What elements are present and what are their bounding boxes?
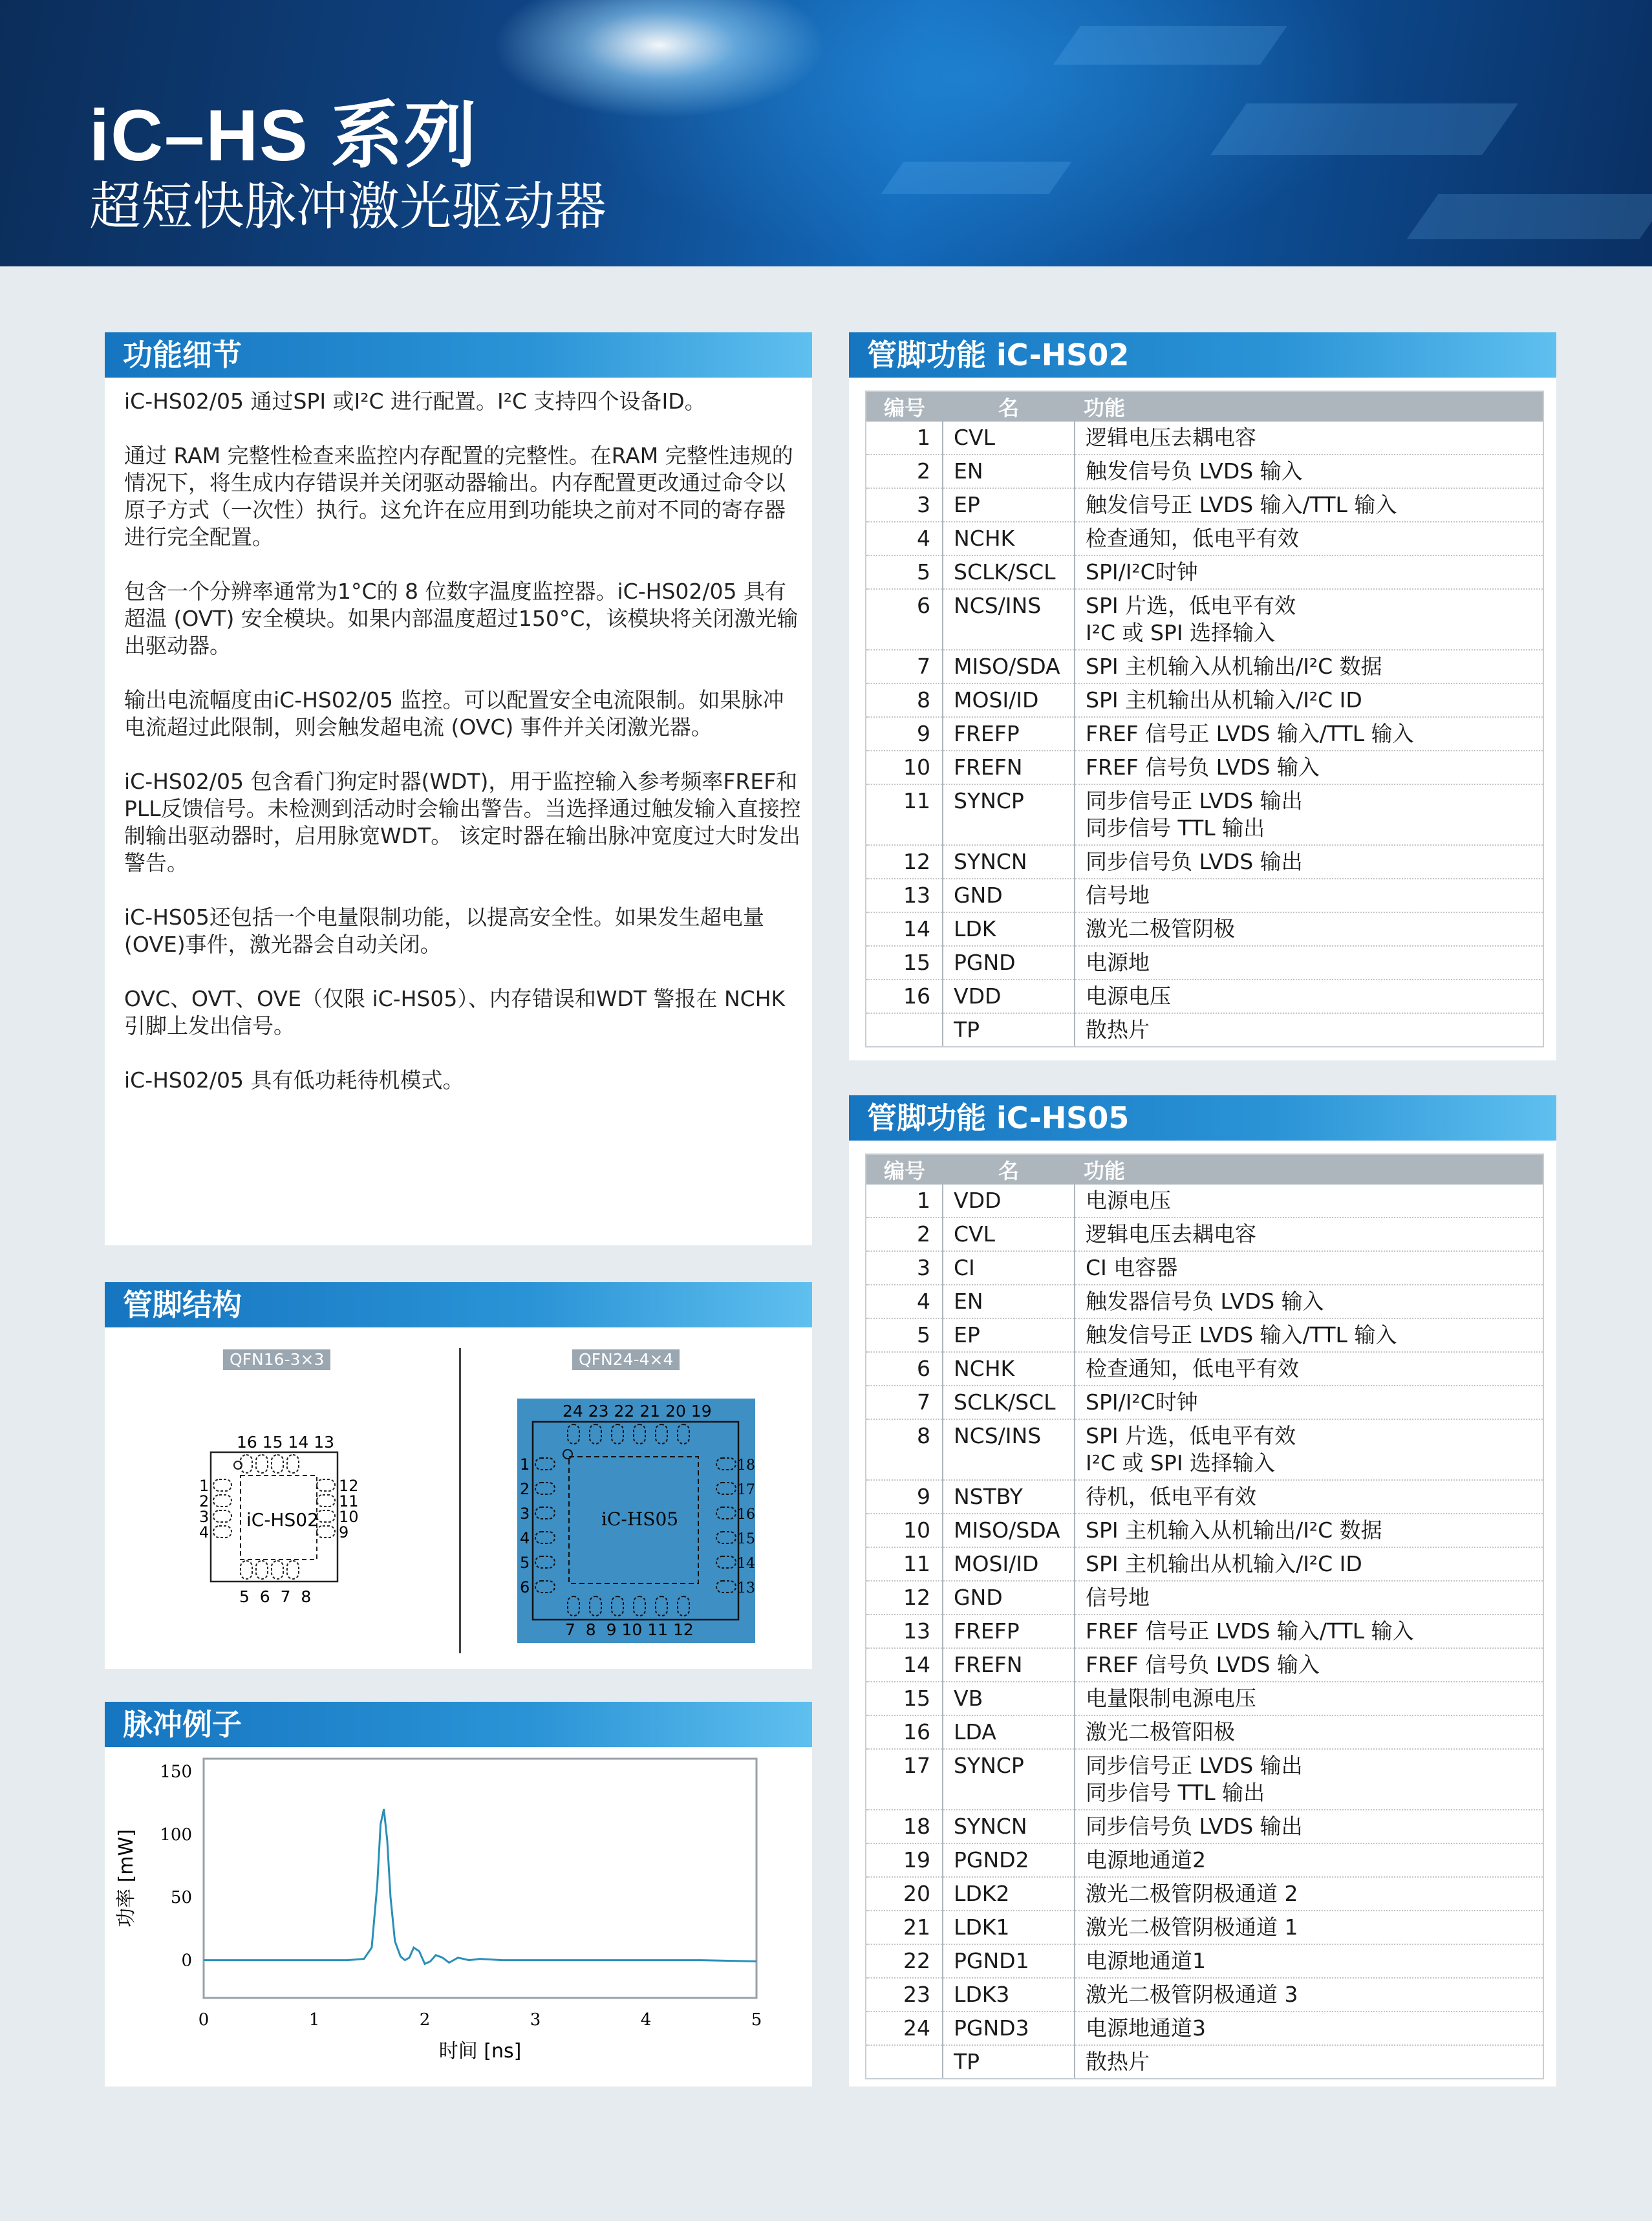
- pin-number: 13: [866, 1615, 943, 1648]
- pin-function: SPI 主机输入从机输出/I²C 数据: [1075, 1514, 1543, 1547]
- pin-function: 激光二极管阴极通道 3: [1075, 1978, 1543, 2012]
- pin-row: [866, 784, 1543, 845]
- pin-number: 21: [866, 1911, 943, 1944]
- pin-function: 激光二极管阴极: [1075, 912, 1543, 946]
- pin-row: [866, 1978, 1543, 2012]
- pin-function: 激光二极管阳极: [1075, 1715, 1543, 1749]
- hs02-heading: 管脚功能 iC-HS02: [849, 332, 1556, 378]
- pin-row: [866, 1352, 1543, 1386]
- pin-name: LDK3: [943, 1978, 1075, 2012]
- pin-row: [866, 422, 1543, 455]
- pin-number: [866, 2045, 943, 2078]
- pin-name: SYNCN: [943, 845, 1075, 879]
- pin-name: NCHK: [943, 522, 1075, 555]
- pin-row: [866, 555, 1543, 589]
- column-header-name: 名: [943, 392, 1075, 422]
- pin-function: SPI 片选，低电平有效 I²C 或 SPI 选择输入: [1075, 1419, 1543, 1480]
- pin-name: NCHK: [943, 1352, 1075, 1386]
- pin-name: SYNCP: [943, 784, 1075, 845]
- pin-number: 24: [866, 2012, 943, 2045]
- qfn16-chip-label: iC-HS02: [246, 1509, 319, 1530]
- pin-function: 同步信号负 LVDS 输出: [1075, 1810, 1543, 1843]
- pin-row: [866, 946, 1543, 980]
- qfn24-pin-4: 4: [520, 1529, 530, 1547]
- pin-function: FREF 信号负 LVDS 输入: [1075, 1648, 1543, 1682]
- pin-row: [866, 1843, 1543, 1877]
- qfn24-pin-5: 5: [520, 1554, 530, 1572]
- hs05-pin-table: [865, 1153, 1544, 2079]
- pin-function: 触发信号正 LVDS 输入/TTL 输入: [1075, 1318, 1543, 1352]
- pin-row: [866, 1810, 1543, 1843]
- hs05-heading: 管脚功能 iC-HS05: [849, 1095, 1556, 1141]
- pin-number: 9: [866, 1480, 943, 1514]
- feature-paragraph: iC-HS02/05 具有低功耗待机模式。: [124, 1068, 464, 1093]
- pin-row: [866, 1218, 1543, 1251]
- pin-name: TP: [943, 1013, 1075, 1046]
- pin-function: FREF 信号正 LVDS 输入/TTL 输入: [1075, 1615, 1543, 1648]
- plot-frame: [204, 1759, 756, 1998]
- qfn16-top-pin-numbers: 16 15 14 13: [237, 1433, 335, 1452]
- pin-number: 6: [866, 1352, 943, 1386]
- pin-name: GND: [943, 1581, 1075, 1615]
- feature-paragraph: iC-HS02/05 通过SPI 或I²C 进行配置。I²C 支持四个设备ID。: [124, 389, 706, 414]
- pin-name: LDK1: [943, 1911, 1075, 1944]
- pin-function: 同步信号负 LVDS 输出: [1075, 845, 1543, 879]
- header-banner: [0, 0, 1652, 266]
- pin-name: LDK: [943, 912, 1075, 946]
- qfn16-pin-2: 2: [199, 1492, 209, 1510]
- pin-name: NSTBY: [943, 1480, 1075, 1514]
- pin-function: 激光二极管阴极通道 2: [1075, 1877, 1543, 1911]
- hs02-pin-table: [865, 391, 1544, 1047]
- pin-row: [866, 1648, 1543, 1682]
- x-tick-label: 2: [419, 2010, 431, 2030]
- package-label-qfn16: QFN16-3×3: [223, 1349, 330, 1370]
- pin-number: 10: [866, 751, 943, 784]
- x-tick-label: 5: [751, 2010, 762, 2030]
- page-subtitle: 超短快脉冲激光驱动器: [89, 177, 606, 237]
- pin-function: 信号地: [1075, 1581, 1543, 1615]
- pin-function: FREF 信号正 LVDS 输入/TTL 输入: [1075, 717, 1543, 751]
- y-tick-label: 50: [170, 1888, 192, 1908]
- banner-decor-shape: [1210, 103, 1518, 155]
- pin-number: 8: [866, 683, 943, 717]
- qfn16-pin-diagram: [188, 1422, 401, 1616]
- pin-row: [866, 980, 1543, 1013]
- x-tick-label: 0: [198, 2010, 209, 2030]
- y-axis-label: 功率 [mW]: [115, 1829, 138, 1927]
- pin-number: 1: [866, 1185, 943, 1218]
- pin-name: PGND: [943, 946, 1075, 980]
- x-axis-label: 时间 [ns]: [438, 2040, 522, 2063]
- package-label-qfn24: QFN24-4×4: [572, 1349, 680, 1370]
- pin-number: 18: [866, 1810, 943, 1843]
- y-tick-label: 150: [160, 1762, 192, 1782]
- pin-name: SYNCN: [943, 1810, 1075, 1843]
- pin-row: [866, 2045, 1543, 2078]
- banner-decor-shape: [1406, 194, 1652, 239]
- pin-name: MOSI/ID: [943, 1547, 1075, 1581]
- pin-function: 信号地: [1075, 879, 1543, 912]
- pin-name: MISO/SDA: [943, 1514, 1075, 1547]
- pin-number: 14: [866, 912, 943, 946]
- pin-function: 检查通知，低电平有效: [1075, 1352, 1543, 1386]
- qfn16-pin-11: 11: [339, 1492, 359, 1510]
- x-tick-label: 3: [530, 2010, 541, 2030]
- pinout-heading: 管脚结构: [105, 1282, 812, 1327]
- pin-row: [866, 1749, 1543, 1810]
- qfn16-pin-4: 4: [199, 1523, 209, 1541]
- pin-row: [866, 1386, 1543, 1419]
- pin-number: 8: [866, 1419, 943, 1480]
- pin-number: 11: [866, 1547, 943, 1581]
- pin-number: 19: [866, 1843, 943, 1877]
- features-heading: 功能细节: [105, 332, 812, 378]
- pin-row: [866, 2012, 1543, 2045]
- pin-function: SPI 片选，低电平有效 I²C 或 SPI 选择输入: [1075, 589, 1543, 650]
- pin-name: PGND3: [943, 2012, 1075, 2045]
- pin-function: 触发信号负 LVDS 输入: [1075, 455, 1543, 488]
- pin-row: [866, 845, 1543, 879]
- column-header-number: 编号: [866, 1155, 943, 1185]
- pin-number: 3: [866, 1251, 943, 1285]
- feature-paragraph: iC-HS05还包括一个电量限制功能，以提高安全性。如果发生超电量 (OVE)事件，激光器会自动关闭。: [124, 905, 764, 957]
- pin-row: [866, 1318, 1543, 1352]
- qfn24-pin-15: 15: [737, 1531, 755, 1547]
- pin-row: [866, 650, 1543, 683]
- pin-name: LDK2: [943, 1877, 1075, 1911]
- pin-number: [866, 1013, 943, 1046]
- pin-number: 5: [866, 555, 943, 589]
- column-header-number: 编号: [866, 392, 943, 422]
- qfn16-pin-10: 10: [339, 1508, 359, 1526]
- pin-row: [866, 1682, 1543, 1715]
- pin-number: 14: [866, 1648, 943, 1682]
- banner-decor-shape: [881, 162, 1071, 194]
- pin-function: 触发器信号负 LVDS 输入: [1075, 1285, 1543, 1318]
- pin-number: 4: [866, 1285, 943, 1318]
- qfn24-pin-3: 3: [520, 1505, 530, 1523]
- pin-number: 23: [866, 1978, 943, 2012]
- pin-name: MISO/SDA: [943, 650, 1075, 683]
- pin-name: FREFN: [943, 751, 1075, 784]
- pin-function: 激光二极管阴极通道 1: [1075, 1911, 1543, 1944]
- pin-function: 逻辑电压去耦电容: [1075, 1218, 1543, 1251]
- pin-row: [866, 1285, 1543, 1318]
- feature-paragraph: OVC、OVT、OVE（仅限 iC-HS05）、内存错误和WDT 警报在 NCHK 引脚上发出信号。: [124, 986, 786, 1038]
- qfn24-top-pin-numbers: 24 23 22 21 20 19: [563, 1402, 712, 1421]
- qfn24-pin-diagram: [517, 1399, 755, 1643]
- page-title: iC–HS 系列: [89, 95, 478, 176]
- pin-function: 电源地通道2: [1075, 1843, 1543, 1877]
- pin-row: [866, 488, 1543, 522]
- y-tick-label: 100: [160, 1825, 192, 1845]
- pin-row: [866, 879, 1543, 912]
- pin-name: FREFN: [943, 1648, 1075, 1682]
- column-header-function: 功能: [1075, 392, 1543, 422]
- pin-name: MOSI/ID: [943, 683, 1075, 717]
- pin-name: VDD: [943, 1185, 1075, 1218]
- pin-row: [866, 1944, 1543, 1978]
- pin-row: [866, 1877, 1543, 1911]
- pin-row: [866, 683, 1543, 717]
- pin-name: SCLK/SCL: [943, 555, 1075, 589]
- qfn24-pin-14: 14: [737, 1556, 755, 1572]
- feature-paragraph: 包含一个分辨率通常为1°C的 8 位数字温度监控器。iC-HS02/05 具有超温 (OVT) 安全模块。如果内部温度超过150°C，该模块将关闭激光输出驱动器。: [124, 579, 799, 658]
- pin-function: SPI 主机输出从机输入/I²C ID: [1075, 1547, 1543, 1581]
- pin-number: 17: [866, 1749, 943, 1810]
- pin-function: SPI 主机输入从机输出/I²C 数据: [1075, 650, 1543, 683]
- qfn24-pin-16: 16: [737, 1507, 755, 1523]
- pin-function: 散热片: [1086, 1017, 1150, 1042]
- banner-decor-shape: [1053, 26, 1287, 65]
- qfn24-pin-2: 2: [520, 1480, 530, 1498]
- pin-name: FREFP: [943, 1615, 1075, 1648]
- pin-row: [866, 1547, 1543, 1581]
- pin-name: EN: [943, 455, 1075, 488]
- pin-number: 15: [866, 1682, 943, 1715]
- pin-function: FREF 信号负 LVDS 输入: [1075, 751, 1543, 784]
- qfn24-pin-6: 6: [520, 1578, 530, 1596]
- qfn16-pin-3: 3: [199, 1508, 209, 1526]
- pin-number: 2: [866, 1218, 943, 1251]
- pin-row: [866, 455, 1543, 488]
- pin-name: EN: [943, 1285, 1075, 1318]
- pin-row: [866, 912, 1543, 946]
- features-body: [124, 388, 803, 1121]
- pin-row: [866, 1185, 1543, 1218]
- pin-row: [866, 522, 1543, 555]
- pin-function: SPI 主机输出从机输入/I²C ID: [1075, 683, 1543, 717]
- pin-number: 15: [866, 946, 943, 980]
- feature-paragraph: 通过 RAM 完整性检查来监控内存配置的完整性。在RAM 完整性违规的情况下，将生成内存错误并关闭驱动器输出。内存配置更改通过命令以原子方式（一次性）执行。这允许在应用到功能块之前对不同的寄存器进行完全配置。: [124, 443, 793, 550]
- pin-name: FREFP: [943, 717, 1075, 751]
- qfn24-chip-label: iC-HS05: [601, 1508, 679, 1530]
- pin-function: 检查通知，低电平有效: [1075, 522, 1543, 555]
- pin-name: CVL: [943, 422, 1075, 455]
- pin-number: 4: [866, 522, 943, 555]
- pin-row: [866, 1715, 1543, 1749]
- x-tick-label: 4: [640, 2010, 652, 2030]
- pin-name: SYNCP: [943, 1749, 1075, 1810]
- qfn24-bottom-pin-numbers: 7 8 9 10 11 12: [565, 1620, 694, 1639]
- pulse-chart: [107, 1746, 792, 2082]
- pin-row: [866, 717, 1543, 751]
- pin-number: 16: [866, 980, 943, 1013]
- pin-name: NCS/INS: [943, 1419, 1075, 1480]
- pin-function: 电源地: [1075, 946, 1543, 980]
- qfn16-bottom-pin-numbers: 5 6 7 8: [239, 1587, 312, 1606]
- pin-function: 触发信号正 LVDS 输入/TTL 输入: [1075, 488, 1543, 522]
- pin-function: 电量限制电源电压: [1075, 1682, 1543, 1715]
- pin-name: SCLK/SCL: [943, 1386, 1075, 1419]
- qfn24-pin-1: 1: [520, 1455, 530, 1474]
- pin-function: SPI/I²C时钟: [1075, 1386, 1543, 1419]
- pin-row: [866, 1013, 1543, 1046]
- column-header-name: 名: [943, 1155, 1075, 1185]
- column-header-function: 功能: [1075, 1155, 1543, 1185]
- pin-number: 12: [866, 845, 943, 879]
- qfn16-pin-1: 1: [199, 1477, 209, 1495]
- pin-name: TP: [943, 2045, 1075, 2078]
- pin-number: 6: [866, 589, 943, 650]
- pin-function: 待机，低电平有效: [1075, 1480, 1543, 1514]
- pin-function: 电源电压: [1075, 1185, 1543, 1218]
- pin-row: [866, 1480, 1543, 1514]
- pin-name: CI: [943, 1251, 1075, 1285]
- pin-function: 电源地通道3: [1075, 2012, 1543, 2045]
- feature-paragraph: 输出电流幅度由iC-HS02/05 监控。可以配置安全电流限制。如果脉冲电流超过此限制，则会触发超电流 (OVC) 事件并关闭激光器。: [124, 687, 784, 740]
- pin-row: [866, 1419, 1543, 1480]
- pin-function: 逻辑电压去耦电容: [1075, 422, 1543, 455]
- pin-name: VB: [943, 1682, 1075, 1715]
- pin-name: PGND1: [943, 1944, 1075, 1978]
- pin-number: 3: [866, 488, 943, 522]
- pin-name: EP: [943, 1318, 1075, 1352]
- pin-function: 同步信号正 LVDS 输出 同步信号 TTL 输出: [1075, 1749, 1543, 1810]
- pin-number: 9: [866, 717, 943, 751]
- pin-number: 13: [866, 879, 943, 912]
- pin-row: [866, 1251, 1543, 1285]
- pin-row: [866, 589, 1543, 650]
- pin-name: CVL: [943, 1218, 1075, 1251]
- y-tick-label: 0: [181, 1951, 192, 1971]
- qfn16-pin-12: 12: [339, 1477, 359, 1495]
- pulse-heading: 脉冲例子: [105, 1702, 812, 1747]
- pin-number: 7: [866, 650, 943, 683]
- pin-number: 7: [866, 1386, 943, 1419]
- pin-name: EP: [943, 488, 1075, 522]
- pin-name: LDA: [943, 1715, 1075, 1749]
- pin-row: [866, 1911, 1543, 1944]
- pin-number: 12: [866, 1581, 943, 1615]
- pin-name: VDD: [943, 980, 1075, 1013]
- pin-function: 电源电压: [1075, 980, 1543, 1013]
- pin-function: 电源地通道1: [1075, 1944, 1543, 1978]
- pin-number: 16: [866, 1715, 943, 1749]
- pin-row: [866, 1514, 1543, 1547]
- pin-function: CI 电容器: [1075, 1251, 1543, 1285]
- pin-number: 22: [866, 1944, 943, 1978]
- pin-function: SPI/I²C时钟: [1075, 555, 1543, 589]
- pin-name: PGND2: [943, 1843, 1075, 1877]
- pin-number: 11: [866, 784, 943, 845]
- pin-number: 2: [866, 455, 943, 488]
- pin-number: 5: [866, 1318, 943, 1352]
- pin-function: 散热片: [1086, 2049, 1150, 2074]
- qfn24-pin-18: 18: [737, 1457, 755, 1474]
- pin-function: 同步信号正 LVDS 输出 同步信号 TTL 输出: [1075, 784, 1543, 845]
- pin-number: 1: [866, 422, 943, 455]
- x-tick-label: 1: [308, 2010, 320, 2030]
- pin-row: [866, 751, 1543, 784]
- qfn24-pin-17: 17: [737, 1482, 755, 1498]
- pin-row: [866, 1581, 1543, 1615]
- qfn24-pin-13: 13: [737, 1580, 755, 1596]
- pin-row: [866, 1615, 1543, 1648]
- pin-number: 20: [866, 1877, 943, 1911]
- feature-paragraph: iC-HS02/05 包含看门狗定时器(WDT)，用于监控输入参考频率FREF和PLL反馈信号。未检测到活动时会输出警告。当选择通过触发输入直接控制输出驱动器时，启用脉宽WDT。 该定时器在输出脉冲宽度过大时发出警告。: [124, 769, 801, 875]
- pinout-divider: [459, 1348, 461, 1653]
- pin-name: GND: [943, 879, 1075, 912]
- qfn16-pin-9: 9: [339, 1523, 349, 1541]
- pin-name: NCS/INS: [943, 589, 1075, 650]
- pin-number: 10: [866, 1514, 943, 1547]
